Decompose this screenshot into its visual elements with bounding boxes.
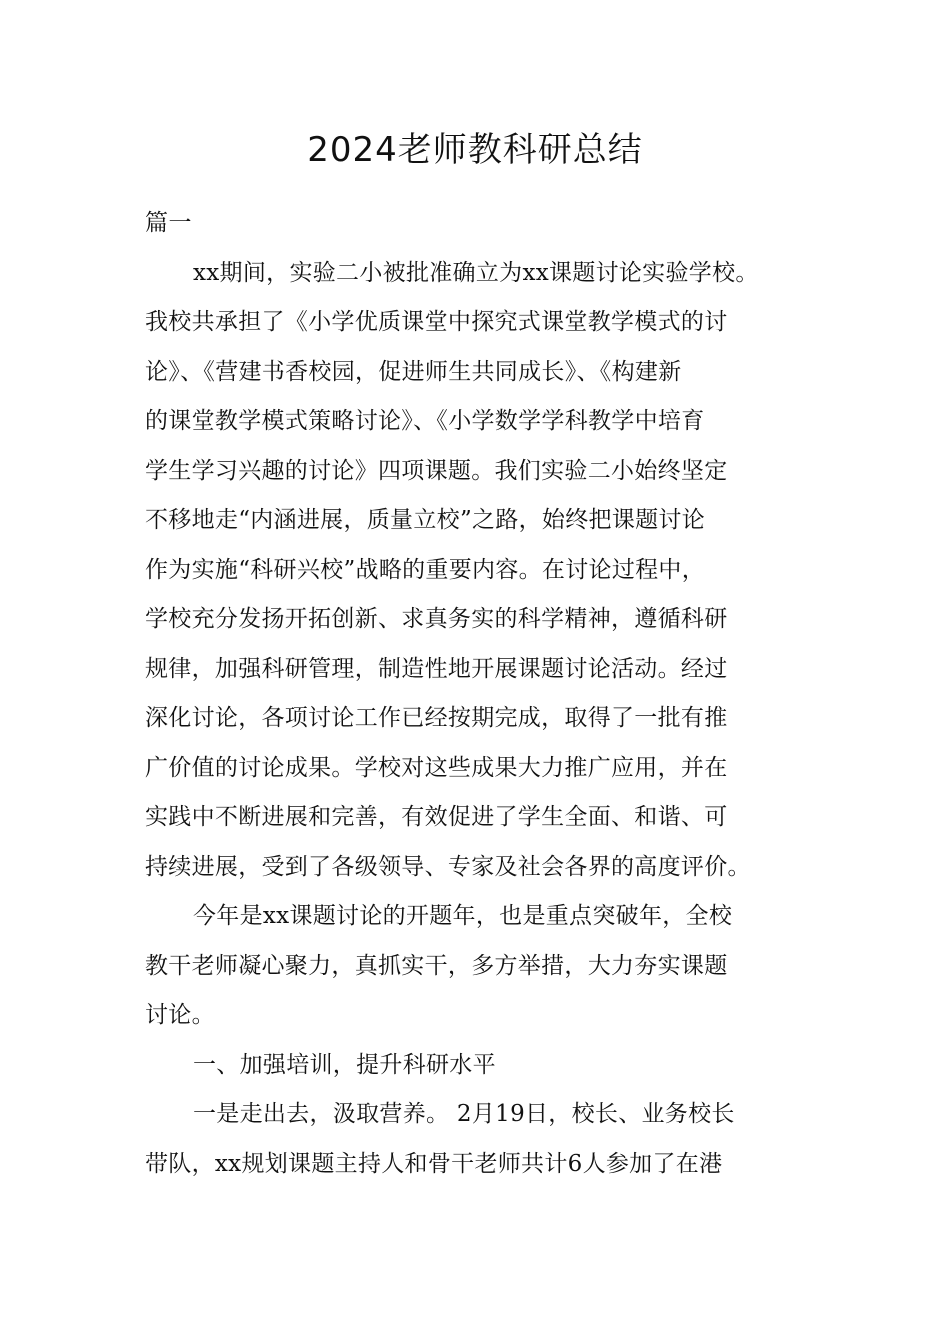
paragraph-line: 一是走出去，汲取营养。 2月19日，校长、业务校长 (193, 1101, 735, 1127)
paragraph-line: 今年是xx课题讨论的开题年，也是重点突破年，全校 (193, 903, 733, 929)
paragraph-line: 不移地走“内涵进展，质量立校”之路，始终把课题讨论 (145, 507, 706, 533)
paragraph-line: 广价值的讨论成果。学校对这些成果大力推广应用，并在 (145, 754, 728, 781)
paragraph-line: 带队，xx规划课题主持人和骨干老师共计6人参加了在港 (145, 1150, 723, 1177)
paragraph-line: 作为实施“科研兴校”战略的重要内容。在讨论过程中， (145, 556, 706, 583)
paragraph-line: 深化讨论，各项讨论工作已经按期完成，取得了一批有推 (145, 705, 728, 731)
subheading: 一、加强培训，提升科研水平 (193, 1051, 496, 1078)
paragraph-line: 论》、《营建书香校园，促进师生共同成长》、《构建新 (145, 358, 682, 385)
document-title: 2024老师教科研总结 (307, 130, 643, 170)
paragraph-line: 持续进展，受到了各级领导、专家及社会各界的高度评价。 (145, 853, 751, 880)
paragraph-line: xx期间，实验二小被批准确立为xx课题讨论实验学校。 (193, 259, 759, 286)
paragraph-line: 的课堂教学模式策略讨论》、《小学数学学科教学中培育 (145, 408, 705, 434)
paragraph-line: 讨论。 (145, 1002, 215, 1028)
paragraph-line: 学校充分发扬开拓创新、求真务实的科学精神，遵循科研 (145, 606, 728, 632)
paragraph-line: 规律，加强科研管理，制造性地开展课题讨论活动。经过 (145, 655, 728, 682)
paragraph-line: 实践中不断进展和完善，有效促进了学生全面、和谐、可 (145, 804, 728, 830)
paragraph-line: 教干老师凝心聚力，真抓实干，多方举措，大力夯实课题 (145, 952, 728, 979)
section-label: 篇一 (145, 210, 192, 236)
paragraph-line: 学生学习兴趣的讨论》四项课题。我们实验二小始终坚定 (145, 457, 728, 484)
document-body (145, 199, 810, 1189)
paragraph-line: 我校共承担了《小学优质课堂中探究式课堂教学模式的讨 (145, 309, 728, 335)
